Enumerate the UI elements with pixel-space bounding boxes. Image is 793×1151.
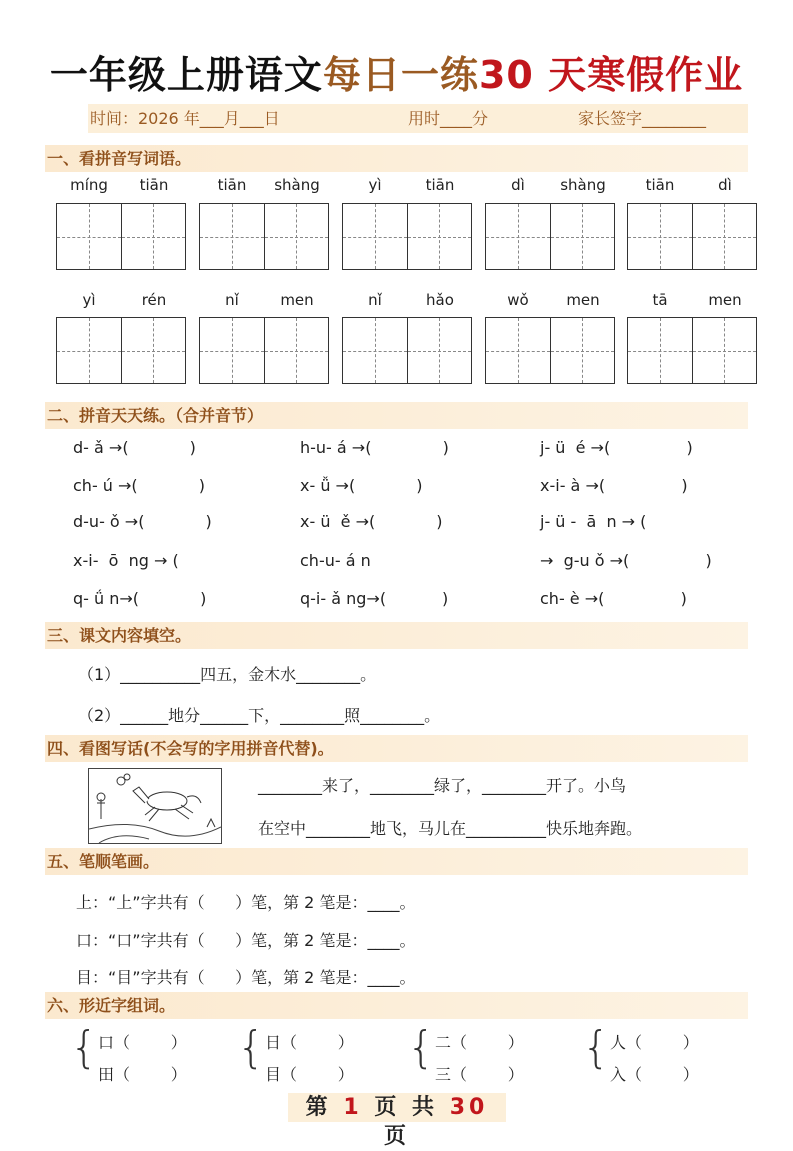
syllable-exercise[interactable]: q- ǘ n→( ) bbox=[73, 589, 207, 608]
footer-prefix: 第 bbox=[305, 1095, 332, 1120]
pinyin: dì bbox=[718, 176, 732, 194]
title-part1: 一年级上册语文 bbox=[49, 53, 323, 97]
section2-heading: 二、拼音天天练。（合并音节） bbox=[45, 402, 748, 429]
tianzige-cell[interactable] bbox=[486, 204, 551, 269]
word-group-item[interactable]: 口（ ） bbox=[98, 1033, 187, 1052]
tianzige-cell[interactable] bbox=[200, 204, 265, 269]
page-title bbox=[0, 44, 793, 99]
footer-suffix: 页 bbox=[383, 1124, 410, 1149]
writing-box-pair[interactable] bbox=[199, 203, 329, 270]
signature-field[interactable]: 家长签字________ bbox=[578, 109, 707, 128]
writing-box-pair[interactable] bbox=[342, 317, 472, 384]
syllable-exercise[interactable]: ch-u- á n bbox=[300, 551, 371, 570]
syllable-exercise[interactable]: x-i- à →( ) bbox=[540, 476, 688, 495]
pinyin: tā bbox=[652, 291, 668, 309]
pinyin: míng bbox=[70, 176, 108, 194]
pinyin: rén bbox=[141, 291, 167, 309]
picture-writing-line-1[interactable]: ________来了，________绿了，________开了。小鸟 bbox=[258, 776, 627, 795]
title-part3: 30 天寒假作业 bbox=[478, 53, 744, 97]
pinyin: yì bbox=[368, 176, 382, 194]
date-field[interactable]: 时间：2026 年___月___日 bbox=[90, 109, 280, 128]
writing-box-pair[interactable] bbox=[627, 317, 757, 384]
tianzige-cell[interactable] bbox=[486, 318, 551, 383]
word-group-item[interactable]: 日（ ） bbox=[265, 1033, 354, 1052]
tianzige-cell[interactable] bbox=[693, 318, 757, 383]
section3-heading: 三、课文内容填空。 bbox=[45, 622, 748, 649]
picture-writing-line-2[interactable]: 在空中________地飞，马儿在__________快乐地奔跑。 bbox=[258, 819, 643, 838]
syllable-exercise[interactable]: → g-u ǒ →( ) bbox=[540, 551, 712, 570]
tianzige-cell[interactable] bbox=[343, 318, 408, 383]
syllable-exercise[interactable]: d- ǎ →( ) bbox=[73, 438, 196, 457]
pinyin: nǐ bbox=[225, 291, 239, 309]
tianzige-cell[interactable] bbox=[408, 204, 472, 269]
current-page: 1 bbox=[343, 1095, 363, 1120]
word-group-item[interactable]: 人（ ） bbox=[610, 1033, 699, 1052]
writing-box-pair[interactable] bbox=[485, 203, 615, 270]
writing-box-pair[interactable] bbox=[199, 317, 329, 384]
brace-icon: { bbox=[407, 1022, 435, 1073]
writing-box-pair[interactable] bbox=[485, 317, 615, 384]
syllable-exercise[interactable]: j- ü é →( ) bbox=[540, 438, 693, 457]
pinyin: shàng bbox=[274, 176, 320, 194]
tianzige-cell[interactable] bbox=[265, 204, 329, 269]
word-group-item[interactable]: 目（ ） bbox=[265, 1065, 354, 1084]
footer-middle: 页 共 bbox=[374, 1095, 439, 1120]
tianzige-cell[interactable] bbox=[200, 318, 265, 383]
stroke-question-3[interactable]: 目：“目”字共有（ ）笔，第 2 笔是：____。 bbox=[76, 968, 416, 987]
pinyin: hǎo bbox=[426, 291, 454, 309]
pinyin: wǒ bbox=[507, 291, 529, 309]
tianzige-cell[interactable] bbox=[343, 204, 408, 269]
page-number bbox=[288, 1093, 506, 1149]
syllable-exercise[interactable]: ch- ú →( ) bbox=[73, 476, 205, 495]
syllable-exercise[interactable]: h-u- á →( ) bbox=[300, 438, 449, 457]
total-pages: 30 bbox=[449, 1095, 489, 1120]
word-group-item[interactable]: 田（ ） bbox=[98, 1065, 187, 1084]
pinyin: nǐ bbox=[368, 291, 382, 309]
section5-heading: 五、笔顺笔画。 bbox=[45, 848, 748, 875]
word-group-item[interactable]: 三（ ） bbox=[435, 1065, 524, 1084]
tianzige-cell[interactable] bbox=[57, 204, 122, 269]
syllable-exercise[interactable]: j- ü - ā n → ( bbox=[540, 512, 647, 531]
stroke-question-2[interactable]: 口：“口”字共有（ ）笔，第 2 笔是：____。 bbox=[76, 931, 416, 950]
tianzige-cell[interactable] bbox=[551, 318, 615, 383]
brace-icon: { bbox=[70, 1022, 98, 1073]
syllable-exercise[interactable]: x- ü ě →( ) bbox=[300, 512, 443, 531]
fill-line-2[interactable]: （2）______地分______下，________照________。 bbox=[78, 706, 441, 725]
info-bar bbox=[88, 104, 748, 133]
syllable-exercise[interactable]: x-i- ō ng → ( bbox=[73, 551, 179, 570]
pinyin: men bbox=[280, 291, 314, 309]
tianzige-cell[interactable] bbox=[693, 204, 757, 269]
pinyin: tiān bbox=[217, 176, 247, 194]
duration-field[interactable]: 用时____分 bbox=[408, 109, 489, 128]
pinyin: yì bbox=[82, 291, 96, 309]
tianzige-cell[interactable] bbox=[408, 318, 472, 383]
writing-box-pair[interactable] bbox=[342, 203, 472, 270]
syllable-exercise[interactable]: q-i- ǎ ng→( ) bbox=[300, 589, 449, 608]
syllable-exercise[interactable]: d-u- ǒ →( ) bbox=[73, 512, 212, 531]
writing-box-pair[interactable] bbox=[56, 203, 186, 270]
pinyin: tiān bbox=[425, 176, 455, 194]
word-group-item[interactable]: 入（ ） bbox=[610, 1065, 699, 1084]
pinyin: tiān bbox=[645, 176, 675, 194]
syllable-exercise[interactable]: ch- è →( ) bbox=[540, 589, 687, 608]
horse-running-picture bbox=[88, 768, 222, 844]
fill-line-1[interactable]: （1）__________四五，金木水________。 bbox=[78, 665, 377, 684]
tianzige-cell[interactable] bbox=[57, 318, 122, 383]
tianzige-cell[interactable] bbox=[628, 318, 693, 383]
writing-box-pair[interactable] bbox=[56, 317, 186, 384]
syllable-exercise[interactable]: x- ǚ →( ) bbox=[300, 476, 423, 495]
writing-box-pair[interactable] bbox=[627, 203, 757, 270]
pinyin: men bbox=[566, 291, 600, 309]
title-part2: 每日一练 bbox=[322, 53, 479, 97]
pinyin: tiān bbox=[139, 176, 169, 194]
brace-icon: { bbox=[237, 1022, 265, 1073]
section6-heading: 六、形近字组词。 bbox=[45, 992, 748, 1019]
section4-heading: 四、看图写话(不会写的字用拼音代替)。 bbox=[45, 735, 748, 762]
pinyin: dì bbox=[511, 176, 525, 194]
brace-icon: { bbox=[582, 1022, 610, 1073]
tianzige-cell[interactable] bbox=[122, 318, 186, 383]
horse-illustration-icon bbox=[89, 769, 221, 843]
tianzige-cell[interactable] bbox=[122, 204, 186, 269]
tianzige-cell[interactable] bbox=[551, 204, 615, 269]
section1-heading: 一、看拼音写词语。 bbox=[45, 145, 748, 172]
pinyin: men bbox=[708, 291, 742, 309]
tianzige-cell[interactable] bbox=[628, 204, 693, 269]
stroke-question-1[interactable]: 上：“上”字共有（ ）笔，第 2 笔是：____。 bbox=[76, 893, 416, 912]
tianzige-cell[interactable] bbox=[265, 318, 329, 383]
word-group-item[interactable]: 二（ ） bbox=[435, 1033, 524, 1052]
pinyin: shàng bbox=[560, 176, 606, 194]
